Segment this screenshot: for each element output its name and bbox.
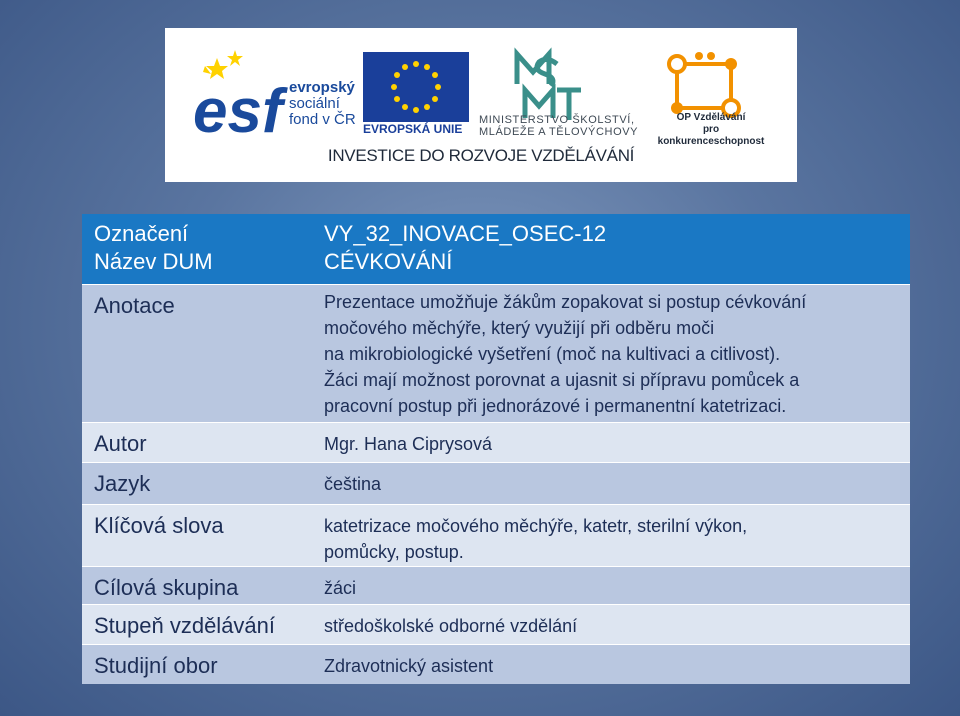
table-row-anotace [82, 284, 910, 422]
header-labels [82, 214, 310, 284]
label-oznaceni: Označení [94, 221, 189, 246]
label-autor: Autor [82, 422, 310, 462]
label-anotace: Anotace [82, 284, 310, 422]
label-jazyk: Jazyk [82, 462, 310, 504]
esf-star-icon [206, 58, 228, 79]
value-anotace: Prezentace umožňuje žákům zopakovat si postup cévkování močového měchýře, který využijí při odběru moči na mikrobiologické vyšetření (moč na kultivaci a citlivost). Žáci mají možnost porovnat a ujasnit si přípravu pomůcek a pracovní postup při jednorázové i permanentní katetrizaci. [310, 284, 910, 422]
metadata-table [82, 214, 910, 684]
op-logo [669, 52, 739, 116]
eu-text: EVROPSKÁ UNIE [363, 122, 463, 136]
esf-mark: esf [193, 77, 283, 146]
esf-logo [193, 50, 288, 146]
esf-star-icon-2 [227, 50, 243, 66]
value-autor: Mgr. Hana Ciprysová [310, 422, 910, 462]
table-row-cilova-skupina [82, 566, 910, 604]
table-row-stupen-vzdelavani [82, 604, 910, 644]
label-studijni-obor: Studijní obor [82, 644, 310, 684]
msmt-logo [517, 54, 581, 120]
value-stupen-vzdelavani: středoškolské odborné vzdělání [310, 604, 910, 644]
table-row-jazyk [82, 462, 910, 504]
header-values [310, 214, 910, 284]
label-stupen-vzdelavani: Stupeň vzdělávání [82, 604, 310, 644]
table-row-studijni-obor [82, 644, 910, 684]
value-cilova-skupina: žáci [310, 566, 910, 604]
banner-caption: INVESTICE DO ROZVOJE VZDĚLÁVÁNÍ [327, 146, 635, 165]
label-klicova-slova: Klíčová slova [82, 504, 310, 566]
msmt-text: MINISTERSTVO ŠKOLSTVÍ, MLÁDEŽE A TĚLOVÝCHOVY [479, 114, 639, 138]
table-row-autor [82, 422, 910, 462]
label-nazev-dum: Název DUM [94, 249, 213, 274]
esf-text: evropský sociální fond v ČR [289, 79, 356, 128]
table-row-klicova-slova [82, 504, 910, 566]
value-klicova-slova: katetrizace močového měchýře, katetr, sterilní výkon, pomůcky, postup. [310, 504, 910, 566]
value-oznaceni: VY_32_INOVACE_OSEC-12 [324, 221, 607, 246]
table-header-row [82, 214, 910, 284]
logo-banner [165, 28, 797, 182]
value-studijni-obor: Zdravotnický asistent [310, 644, 910, 684]
value-nazev-dum: CÉVKOVÁNÍ [324, 249, 453, 274]
value-jazyk: čeština [310, 462, 910, 504]
op-text: OP Vzdělávání pro konkurenceschopnost [657, 112, 765, 147]
eu-flag [363, 52, 469, 122]
label-cilova-skupina: Cílová skupina [82, 566, 310, 604]
